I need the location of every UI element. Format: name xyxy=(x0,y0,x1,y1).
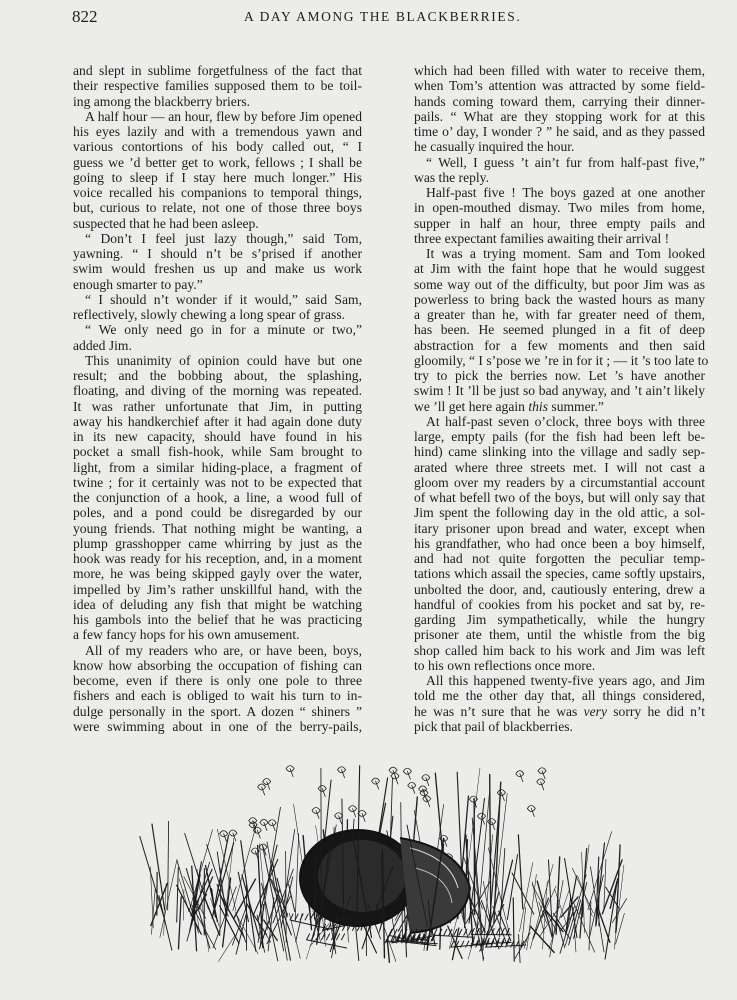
text-segment: he was n’t sure that he was xyxy=(414,703,584,719)
page-header xyxy=(72,5,706,27)
text-line: “ Well, I guess ’t ain’t fur from half-past five,” xyxy=(426,154,705,170)
text-line: garding Jim sympathetically, while the hungry xyxy=(414,612,705,627)
text-line: itary prisoner upon bread and water, except when xyxy=(414,520,705,536)
italic-emphasis: this xyxy=(528,398,548,414)
text-line: “ We only need go in for a minute or two,” xyxy=(85,322,362,338)
text-line xyxy=(414,399,705,414)
text-line: various contortions of his body called out, “ I xyxy=(73,139,362,155)
text-line: in open-mouthed dismay. Two miles from home, xyxy=(414,200,705,216)
text-line: away his handkerchief after it had again done duty xyxy=(73,413,362,429)
text-line: poles, and a pond could be disregarded by our xyxy=(73,505,362,521)
text-line: floating, and diving of the morning was repeated. xyxy=(73,383,362,399)
text-line: become, even if there is only one pole to three xyxy=(73,673,362,688)
text-line: hook was ready for his reception, and, in a moment xyxy=(73,551,362,566)
text-line: the conjunction of a hook, a line, a wood full of xyxy=(73,490,362,505)
text-line: voice recalled his companions to temporal things, xyxy=(73,185,362,200)
text-line: large, empty pails (for the fish had been left be- xyxy=(414,429,705,444)
text-line: time o’ day, I wonder ? ” he said, and as they passed xyxy=(414,124,705,139)
text-line: a greater than he, with far greater need of them, xyxy=(414,307,705,322)
text-line: pails. “ What are they stopping work for at this xyxy=(414,108,705,124)
text-line: yawning. “ I should n’t be s’prised if another xyxy=(73,246,362,261)
text-line: It was rather unfortunate that Jim, in putting xyxy=(73,398,362,414)
text-line: but, curious to relate, not one of those three boys xyxy=(73,200,362,216)
text-line: his grandfather, who had once been a boy himself, xyxy=(414,535,705,551)
text-line: try to pick the berries now. Let ’s have another xyxy=(414,368,705,383)
text-line: of what befell two of the boys, but will only say that xyxy=(414,490,705,505)
text-line: going to sleep if I stay here much longer.” His xyxy=(73,169,362,185)
text-line: fishers and each is obliged to wait his turn to in- xyxy=(73,688,362,704)
text-line: know how absorbing the occupation of fishing can xyxy=(73,657,362,673)
text-line: dulge personally in the sport. A dozen “ shiners ” xyxy=(73,703,362,719)
text-line: All of my readers who are, or have been, boys, xyxy=(85,642,362,658)
text-line: a few fancy hops for his own amusement. xyxy=(73,627,300,643)
page-number: 822 xyxy=(72,7,98,26)
text-line: reflectively, slowly chewing a long spear of grass. xyxy=(73,307,346,322)
text-line: which had been filled with water to receive them, xyxy=(414,63,705,78)
text-line: impelled by Jim’s rather unskillful hand, with the xyxy=(73,581,362,597)
text-line: when Tom’s attention was attracted by some field- xyxy=(414,78,705,94)
text-line: gloom over my readers by a circumstantial account xyxy=(414,474,705,490)
text-line: shop called him back to his work and Jim was left xyxy=(414,642,705,658)
blackberry-pail-illustration xyxy=(130,758,650,973)
text-line: swim ! It ’ll be just so bad anyway, and ’t ain’t likely xyxy=(414,383,705,399)
text-line: tations which assail the species, came softly upstairs, xyxy=(414,566,705,582)
text-line: hands coming toward them, carrying their dinner- xyxy=(414,93,705,109)
text-line: unbolted the door, and, cautiously entering, drew a xyxy=(414,581,705,597)
text-line: ing among the blackberry briers. xyxy=(73,93,251,109)
text-line: result; and the bobbing about, the splashing, xyxy=(73,368,362,383)
text-segment: summer.” xyxy=(548,398,604,414)
text-line: were swimming about in one of the berry-pails, xyxy=(73,718,362,734)
text-line: was the reply. xyxy=(414,169,489,185)
text-line: supper in half an hour, three empty pails and xyxy=(414,215,705,231)
running-title: A DAY AMONG THE BLACKBERRIES. xyxy=(244,9,522,24)
text-segment: sorry he did n’t xyxy=(607,703,705,719)
text-line: “ Don’t I feel just lazy though,” said Tom, xyxy=(85,230,362,246)
text-column-right xyxy=(414,63,709,734)
text-line: prisoner ate them, until the whistle from the big xyxy=(414,627,705,643)
text-line: “ I should n’t wonder if it would,” said Sam, xyxy=(85,291,362,307)
text-line: and had not quite forgotten the peculiar temp- xyxy=(414,551,705,566)
text-line: more, he was being skipped gayly over the water, xyxy=(73,566,362,582)
text-line: told me the other day that, all things considered, xyxy=(414,688,705,704)
text-line: Jim spent the following day in the old attic, a sol- xyxy=(414,505,705,521)
text-line xyxy=(414,704,705,719)
text-line: It was a trying moment. Sam and Tom looked xyxy=(426,246,705,261)
text-line: hind) came slinking into the village and sadly sep- xyxy=(414,444,705,460)
text-line: This unanimity of opinion could have but one xyxy=(85,352,362,368)
text-line: some way out of the difficulty, but poor Jim was as xyxy=(414,276,705,292)
text-line: he casually inquired the hour. xyxy=(414,139,575,155)
text-line: light, from a similar hiding-place, a fragment of xyxy=(73,459,362,475)
text-line: enough smarter to pay.” xyxy=(73,276,203,292)
text-line: arated where three streets met. I will not cast a xyxy=(414,459,705,475)
text-line: Half-past five ! The boys gazed at one another xyxy=(426,185,705,200)
text-line: gloomily, “ I s’pose we ’re in for it ; — it ’s too late to xyxy=(414,352,709,368)
text-line: to his own reflections once more. xyxy=(414,657,596,673)
text-line: young friends. That nothing might be wanting, a xyxy=(73,520,362,536)
text-line: his gambols into the belief that he was practicing xyxy=(73,612,362,627)
text-line: his eyes lazily and with a tremendous yawn and xyxy=(73,124,362,139)
text-line: has been. He seemed plunged in a fit of deep xyxy=(414,322,705,338)
text-line: twine ; for it certainly was not to be expected that xyxy=(73,474,362,490)
text-line: powerless to bring back the wasted hours as many xyxy=(414,291,705,307)
text-line: idea of deluding any fish that might be watching xyxy=(73,596,362,612)
text-line: and slept in sublime forgetfulness of the fact that xyxy=(73,63,362,78)
italic-emphasis: very xyxy=(583,703,607,719)
text-line: pocket a small fish-hook, while Sam brought to xyxy=(73,444,362,460)
text-line: three expectant families awaiting their arrival ! xyxy=(414,230,670,246)
text-line: their respective families supposed them to be toil- xyxy=(73,78,362,94)
text-column-left xyxy=(73,63,362,734)
text-line: in its new capacity, should have found in his xyxy=(73,429,362,444)
text-line: At half-past seven o’clock, three boys with three xyxy=(426,413,705,429)
text-segment: we ’ll get here again xyxy=(414,398,529,414)
text-line: handful of cookies from his pocket and sat by, re- xyxy=(414,596,705,612)
text-line: swim would freshen us up and make us work xyxy=(73,261,362,277)
text-line: plump grasshopper came whirring by just as the xyxy=(73,535,362,551)
text-line: guess we ’d better get to work, fellows ; I shall be xyxy=(73,154,362,170)
text-line: suspected that he had been asleep. xyxy=(73,215,259,231)
text-line: pick that pail of blackberries. xyxy=(414,718,573,734)
text-line: added Jim. xyxy=(73,337,132,353)
text-line: abstraction for a few moments and then said xyxy=(414,337,705,353)
text-line: at Jim with the faint hope that he would suggest xyxy=(414,261,705,277)
text-line: All this happened twenty-five years ago, and Jim xyxy=(426,673,705,688)
text-line: A half hour — an hour, flew by before Jim opened xyxy=(85,108,362,124)
